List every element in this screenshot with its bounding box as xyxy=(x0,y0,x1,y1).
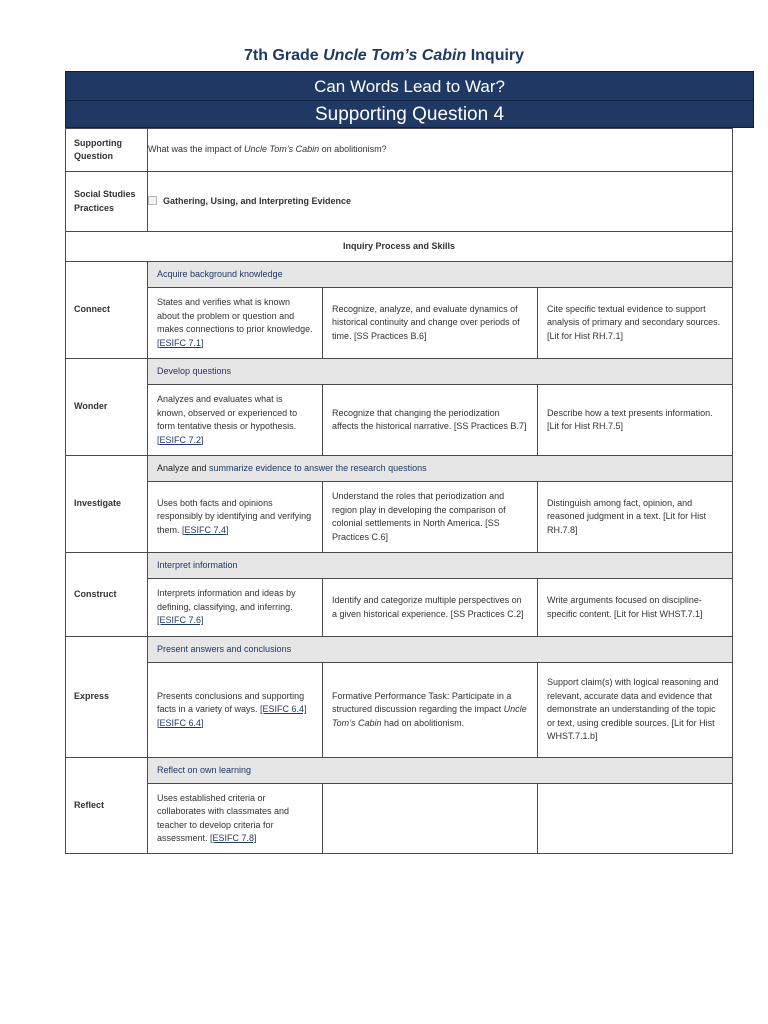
express-band-row xyxy=(66,637,733,663)
band-investigate: Analyze and summarize evidence to answer the research questions xyxy=(148,456,733,482)
esifc-link[interactable]: [ESIFC 7.6] xyxy=(157,615,204,626)
band-connect: Acquire background knowledge xyxy=(148,262,733,288)
express-skill-2: Formative Performance Task: Participate in a structured discussion regarding the impact Uncle Tom’s Cabin had on abolitionism. xyxy=(323,663,538,758)
esifc-link[interactable]: [ESIFC 7.1] xyxy=(157,337,204,348)
investigate-skill-1: Uses both facts and opinions responsibly by identifying and verifying them. [ESIFC 7.4] xyxy=(148,482,323,553)
construct-skill-3: Write arguments focused on discipline-specific content. [Lit for Hist WHST.7.1] xyxy=(538,579,733,637)
phase-label-investigate: Investigate xyxy=(66,456,148,553)
express-skills-row xyxy=(66,663,733,758)
investigate-skills-row xyxy=(66,482,733,553)
inquiry-table xyxy=(65,128,733,854)
supporting-question-text: What was the impact of Uncle Tom’s Cabin on abolitionism? xyxy=(148,129,733,172)
esifc-link[interactable]: [ESIFC 7.2] xyxy=(157,434,204,445)
express-skill-3: Support claim(s) with logical reasoning and relevant, accurate data and evidence that demonstrate an understanding of the topic or text, using credible sources. [Lit for Hist WHST.7.1.b] xyxy=(538,663,733,758)
band-construct: Interpret information xyxy=(148,553,733,579)
investigate-band-row xyxy=(66,456,733,482)
inquiry-heading-row xyxy=(66,232,733,262)
band-wonder: Develop questions xyxy=(148,359,733,385)
title-suffix: Inquiry xyxy=(466,47,525,64)
banner-compelling-question: Can Words Lead to War? xyxy=(65,71,754,101)
phase-label-construct: Construct xyxy=(66,553,148,637)
connect-skills-row xyxy=(66,288,733,359)
esifc-link[interactable]: [ESIFC 6.4] xyxy=(157,717,204,728)
wonder-skill-3: Describe how a text presents information. [Lit for Hist RH.7.5] xyxy=(538,385,733,456)
document-title xyxy=(0,47,768,65)
reflect-skill-2 xyxy=(323,784,538,854)
investigate-skill-2: Understand the roles that periodization and region play in developing the comparison of colonial settlements in North America. [SS Practices C.6] xyxy=(323,482,538,553)
title-book: Uncle Tom’s Cabin xyxy=(323,47,467,64)
reflect-skill-3 xyxy=(538,784,733,854)
wonder-band-row xyxy=(66,359,733,385)
banner-supporting-question: Supporting Question 4 xyxy=(65,100,754,128)
band-express: Present answers and conclusions xyxy=(148,637,733,663)
connect-skill-2: Recognize, analyze, and evaluate dynamics of historical continuity and change over periods of time. [SS Practices B.6] xyxy=(323,288,538,359)
esifc-link[interactable]: [ESIFC 6.4] xyxy=(260,704,307,715)
wonder-skill-1: Analyzes and evaluates what is known, observed or experienced to form tentative thesis or hypothesis. [ESIFC 7.2] xyxy=(148,385,323,456)
practices-item: Gathering, Using, and Interpreting Evidence xyxy=(148,172,733,232)
supporting-question-label: Supporting Question xyxy=(66,129,148,172)
express-skill-1: Presents conclusions and supporting facts in a variety of ways. [ESIFC 6.4][ESIFC 6.4] xyxy=(148,663,323,758)
practice-checkbox[interactable] xyxy=(148,196,157,205)
phase-label-express: Express xyxy=(66,637,148,758)
inquiry-heading: Inquiry Process and Skills xyxy=(66,232,733,262)
construct-skill-1: Interprets information and ideas by defining, classifying, and inferring. [ESIFC 7.6] xyxy=(148,579,323,637)
practices-row xyxy=(66,172,733,232)
phase-label-wonder: Wonder xyxy=(66,359,148,456)
wonder-skill-2: Recognize that changing the periodization affects the historical narrative. [SS Practices B.7] xyxy=(323,385,538,456)
supporting-question-row xyxy=(66,129,733,172)
construct-skills-row xyxy=(66,579,733,637)
phase-label-reflect: Reflect xyxy=(66,758,148,854)
connect-band-row xyxy=(66,262,733,288)
reflect-skill-1: Uses established criteria or collaborates with classmates and teacher to develop criteria for assessment. [ESIFC 7.8] xyxy=(148,784,323,854)
practices-label: Social Studies Practices xyxy=(66,172,148,232)
phase-label-connect: Connect xyxy=(66,262,148,359)
construct-band-row xyxy=(66,553,733,579)
reflect-band-row xyxy=(66,758,733,784)
reflect-skills-row xyxy=(66,784,733,854)
wonder-skills-row xyxy=(66,385,733,456)
connect-skill-3: Cite specific textual evidence to support analysis of primary and secondary sources. [Lit for Hist RH.7.1] xyxy=(538,288,733,359)
esifc-link[interactable]: [ESIFC 7.4] xyxy=(182,524,229,535)
title-prefix: 7th Grade xyxy=(243,47,324,64)
construct-skill-2: Identify and categorize multiple perspectives on a given historical experience. [SS Practices C.2] xyxy=(323,579,538,637)
connect-skill-1: States and verifies what is known about the problem or question and makes connections to prior knowledge. [ESIFC 7.1] xyxy=(148,288,323,359)
esifc-link[interactable]: [ESIFC 7.8] xyxy=(210,833,257,843)
investigate-skill-3: Distinguish among fact, opinion, and reasoned judgment in a text. [Lit for Hist RH.7.8] xyxy=(538,482,733,553)
band-reflect: Reflect on own learning xyxy=(148,758,733,784)
